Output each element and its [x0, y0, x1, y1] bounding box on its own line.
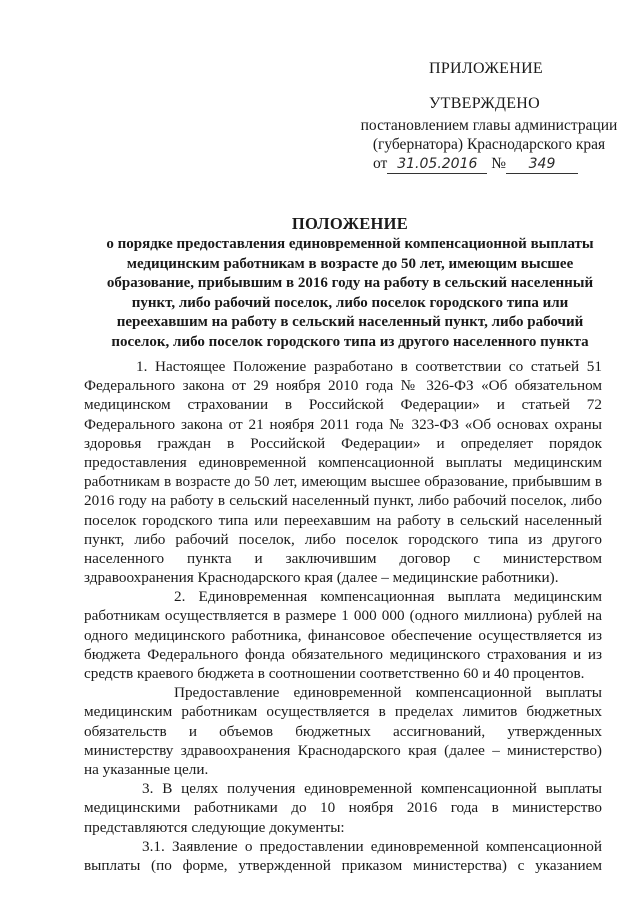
paragraph	[84, 683, 602, 779]
document-body	[84, 357, 602, 875]
paragraph-line: медицинском страховании в Российской Федерации» и статьей 72	[84, 396, 602, 414]
paragraph-line: медицинскими работниками до 10 ноября 2016 года в министерство	[84, 799, 602, 817]
subtitle-line: пункт, либо рабочий поселок, либо поселок городского типа или	[131, 294, 569, 311]
subtitle-line: переехавшим на работу в сельский населенный пункт, либо рабочий	[116, 314, 584, 330]
paragraph-line: средств краевого бюджета в соотношении соответственно 60 и 40 процентов.	[84, 665, 585, 682]
paragraph-line: министерству здравоохранения Краснодарского края (далее – министерство)	[84, 741, 602, 759]
paragraph-line: выплаты (по форме, утвержденной приказом министерства) с указанием	[84, 856, 602, 874]
paragraph-line: 3.1. Заявление о предоставлении единовременной компенсационной	[142, 837, 602, 855]
subtitle-line: поселок, либо поселок городского типа из другого населенного пункта	[111, 333, 589, 350]
handwritten-date: 31.05.2016	[387, 156, 487, 174]
decree-reference	[358, 116, 620, 154]
paragraph-line: обязательств и объемов бюджетных ассигнований, утвержденных	[84, 722, 602, 740]
subtitle-line: о порядке предоставления единовременной компенсационной выплаты	[106, 236, 594, 252]
paragraph-line: представляются следующие документы:	[84, 818, 345, 836]
paragraph	[84, 587, 602, 683]
paragraph-line: Федерального закона от 21 ноября 2011 года № 323-ФЗ «Об основах охраны	[84, 415, 602, 433]
paragraph-line: здравоохранения Краснодарского края (далее – медицинские работники).	[84, 569, 559, 587]
number-sign: №	[491, 155, 506, 172]
document-subtitle	[96, 235, 604, 352]
paragraph-line: 2016 году на работу в сельский населенный пункт, либо рабочий поселок, либо	[84, 492, 602, 510]
approved-label: УТВЕРЖДЕНО	[429, 95, 541, 112]
decree-line-2: (губернатора) Краснодарского края	[372, 136, 606, 153]
paragraph-line: поселок городского типа или переехавшим на работу в сельский населенный	[84, 511, 602, 529]
paragraph-line: работникам в возрасте до 50 лет, имеющим высшее образование, прибывшим в	[84, 473, 602, 491]
decree-line-1: постановлением главы администрации	[360, 117, 618, 134]
paragraph-line: одного медицинского работника, финансовое обеспечение осуществляется из	[84, 626, 602, 644]
paragraph-line: 3. В целях получения единовременной компенсационной выплаты	[142, 780, 602, 798]
paragraph-line: пункт, либо рабочий поселок, либо поселок городского типа из другого	[84, 530, 602, 548]
paragraph-line: на указанные цели.	[84, 760, 209, 778]
paragraph-line: бюджета Федерального фонда обязательного медицинского страхования и из	[84, 645, 602, 663]
decree-dateline	[373, 154, 608, 174]
subtitle-line: образование, прибывшим в 2016 году на работу в сельский населенный	[106, 275, 594, 291]
paragraph-line: Федерального закона от 29 ноября 2010 года № 326-ФЗ «Об обязательном	[84, 377, 602, 395]
subtitle-line: медицинским работникам в возрасте до 50 лет, имеющим высшее	[126, 255, 574, 272]
paragraph	[84, 357, 602, 587]
paragraph-line: 2. Единовременная компенсационная выплата медицинским	[174, 588, 602, 606]
paragraph-line: предоставления единовременной компенсационной выплаты медицинским	[84, 453, 602, 471]
paragraph	[84, 837, 602, 875]
paragraph	[84, 779, 602, 837]
document-title: ПОЛОЖЕНИЕ	[291, 214, 409, 233]
paragraph-line: работникам осуществляется в размере 1 000 000 (одного миллиона) рублей на	[84, 607, 602, 625]
paragraph-line: Предоставление единовременной компенсационной выплаты	[174, 684, 602, 702]
handwritten-number: 349	[506, 156, 578, 174]
paragraph-line: населенного пункта и заключившим договор с министерством	[84, 549, 602, 567]
paragraph-line: медицинским работникам осуществляется в пределах лимитов бюджетных	[84, 703, 602, 721]
appendix-label: ПРИЛОЖЕНИЕ	[429, 60, 544, 77]
date-prefix: от	[373, 155, 388, 172]
paragraph-line: 1. Настоящее Положение разработано в соответствии со статьей 51	[136, 358, 602, 375]
paragraph-line: здоровья граждан в Российской Федерации» и определяет порядок	[84, 434, 602, 452]
